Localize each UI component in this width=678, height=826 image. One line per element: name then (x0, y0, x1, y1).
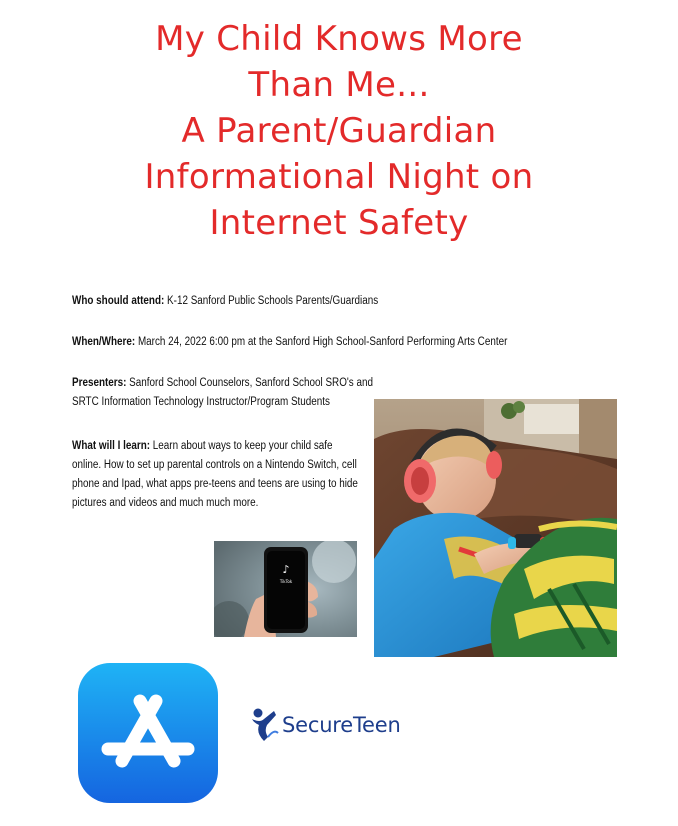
phone-photo-illustration (214, 541, 357, 637)
secureteen-wordmark: SecureTeen (282, 713, 401, 737)
title-line-2: Than Me... (248, 65, 430, 105)
presenters (72, 374, 377, 412)
phone-screen-label: TikTok (279, 579, 293, 584)
when-value: March 24, 2022 6:00 pm at the Sanford High School-Sanford Performing Arts Center (135, 336, 508, 348)
when-label: When/Where: (72, 336, 136, 348)
when-where (72, 333, 536, 352)
photo-boy-with-headphones (374, 399, 617, 657)
photo-hand-holding-phone (214, 541, 357, 637)
who-value: K-12 Sanford Public Schools Parents/Guardians (164, 295, 379, 307)
title-line-3: A Parent/Guardian (181, 111, 497, 151)
who-should-attend (72, 292, 407, 311)
tiktok-icon: ♪ (282, 563, 290, 576)
learn-value: Learn about ways to keep your child safe online. How to set up parental controls on a Nintendo Switch, cell phone and Ipad, what apps pre-teens and teens are using to hide pictures and videos and much much more. (72, 440, 358, 509)
secureteen-figure-icon (250, 707, 280, 743)
presenters-label: Presenters: (72, 377, 127, 389)
title-line-4: Informational Night on (144, 157, 534, 197)
presenters-value: Sanford School Counselors, Sanford School SRO's and SRTC Information Technology Instructor/Program Students (72, 377, 373, 408)
title-line-5: Internet Safety (209, 203, 469, 243)
what-will-i-learn (72, 437, 364, 513)
title-line-1: My Child Knows More (155, 19, 523, 59)
boy-photo-illustration (374, 399, 617, 657)
learn-label: What will I learn: (72, 440, 151, 452)
secureteen-logo (250, 705, 401, 745)
app-store-icon (78, 663, 218, 803)
who-label: Who should attend: (72, 295, 165, 307)
flyer-title (0, 16, 678, 246)
